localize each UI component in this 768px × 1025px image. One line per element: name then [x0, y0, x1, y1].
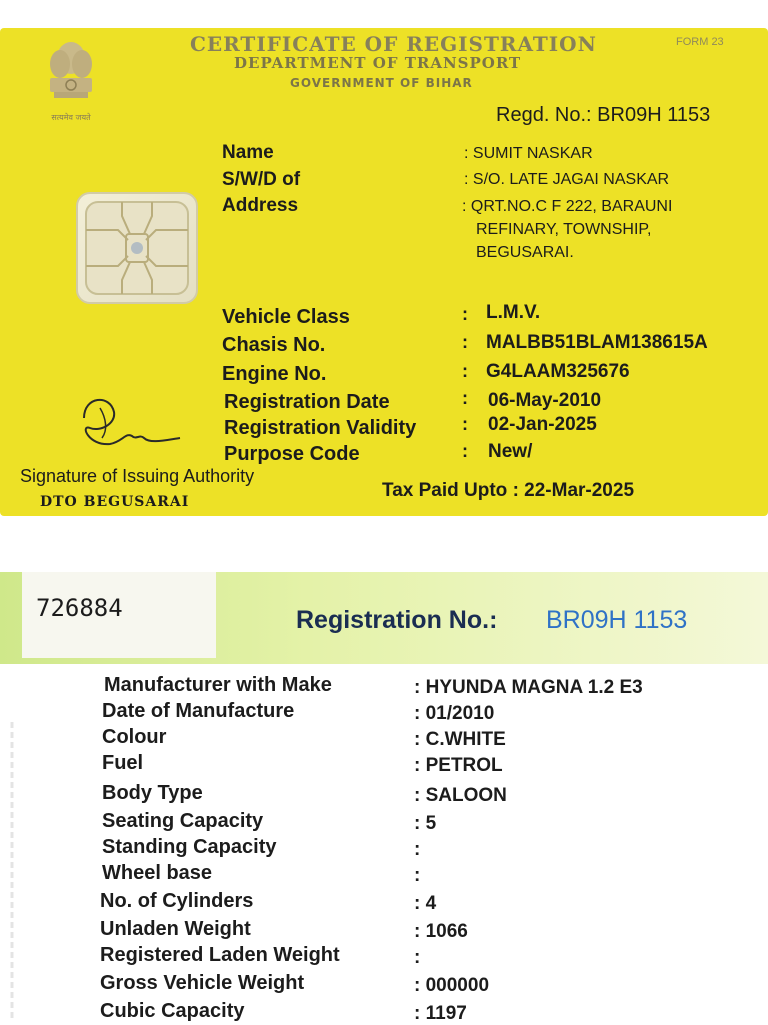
vehicle-detail-label: Unladen Weight — [100, 918, 251, 940]
chasis-value: MALBB51BLAM138615A — [486, 332, 708, 353]
signature-label: Signature of Issuing Authority — [20, 466, 255, 486]
address-value: : QRT.NO.C F 222, BARAUNI — [462, 198, 673, 215]
vehicle-detail-value: : — [414, 865, 421, 886]
colon: : — [462, 332, 468, 352]
name-value: : SUMIT NASKAR — [464, 145, 593, 162]
vehicle-detail-label: Colour — [102, 726, 167, 748]
colon: : — [462, 304, 468, 324]
vehicle-detail-value: : 01/2010 — [414, 703, 495, 724]
government-label: GOVERNMENT OF BIHAR — [290, 76, 473, 90]
registration-date-value: 06-May-2010 — [488, 390, 602, 411]
colon: : — [462, 361, 468, 381]
address-line-3: BEGUSARAI. — [476, 244, 574, 261]
vehicle-detail-value: : SALOON — [414, 785, 507, 806]
issuing-authority: DTO BEGUSARAI — [40, 494, 190, 510]
vehicle-detail-label: Seating Capacity — [102, 810, 264, 832]
regd-number — [496, 104, 710, 127]
registration-validity-label: Registration Validity — [224, 417, 417, 439]
address-line-2: REFINARY, TOWNSHIP, — [476, 221, 652, 238]
vehicle-detail-label: Registered Laden Weight — [100, 944, 340, 966]
form-number: FORM 23 — [676, 36, 724, 48]
vehicle-detail-label: Gross Vehicle Weight — [100, 972, 305, 994]
regd-label: Regd. No.: — [496, 104, 592, 126]
vehicle-detail-label: Date of Manufacture — [102, 700, 295, 722]
vehicle-detail-value: : PETROL — [414, 755, 503, 776]
colon: : — [462, 441, 468, 461]
vehicle-detail-value: : — [414, 947, 421, 968]
relation-label: S/W/D of — [222, 169, 301, 190]
state-emblem-icon — [36, 34, 106, 124]
tax-paid-value: : 22-Mar-2025 — [512, 480, 635, 501]
registration-card-back — [0, 572, 768, 1024]
chasis-label: Chasis No. — [222, 334, 326, 356]
vehicle-class-label: Vehicle Class — [222, 306, 350, 328]
vehicle-detail-value: : 5 — [414, 813, 437, 834]
engine-label: Engine No. — [222, 363, 327, 385]
registration-card-front — [0, 28, 768, 516]
registration-validity-value: 02-Jan-2025 — [488, 414, 597, 435]
vehicle-detail-value: : — [414, 839, 421, 860]
engine-value: G4LAAM325676 — [486, 361, 630, 382]
vehicle-detail-value: : HYUNDA MAGNA 1.2 E3 — [414, 677, 643, 698]
vehicle-class-value: L.M.V. — [486, 302, 541, 323]
card-title: CERTIFICATE OF REGISTRATION — [190, 32, 597, 56]
tax-paid-label: Tax Paid Upto — [382, 480, 508, 501]
vehicle-detail-label: Fuel — [102, 752, 144, 774]
registration-date-label: Registration Date — [224, 391, 390, 413]
colon: : — [462, 414, 468, 434]
serial-number: 726884 — [36, 594, 123, 622]
vehicle-detail-label: Standing Capacity — [102, 836, 277, 858]
vehicle-detail-value: : 000000 — [414, 975, 490, 996]
registration-label: Registration No.: — [296, 606, 498, 634]
vehicle-detail-label: No. of Cylinders — [100, 890, 254, 912]
vehicle-detail-label: Cubic Capacity — [100, 1000, 245, 1022]
vehicle-detail-label: Body Type — [102, 782, 203, 804]
vehicle-detail-label: Manufacturer with Make — [104, 674, 332, 696]
smart-chip-icon — [76, 192, 198, 304]
vehicle-detail-label: Wheel base — [102, 862, 213, 884]
address-label: Address — [222, 195, 299, 216]
signature-image — [70, 388, 190, 458]
vehicle-detail-value: : 1197 — [414, 1003, 467, 1024]
vehicle-detail-value: : C.WHITE — [414, 729, 506, 750]
colon: : — [462, 388, 468, 408]
vehicle-detail-value: : 1066 — [414, 921, 468, 942]
relation-value: : S/O. LATE JAGAI NASKAR — [464, 171, 670, 188]
vertical-watermark — [2, 722, 22, 1022]
name-label: Name — [222, 142, 274, 163]
regd-value: BR09H 1153 — [597, 104, 711, 126]
tax-paid — [382, 480, 634, 502]
registration-value: BR09H 1153 — [546, 606, 688, 634]
emblem-motto: सत्यमेव जयते — [51, 113, 91, 122]
purpose-code-value: New/ — [488, 441, 533, 462]
department-label: DEPARTMENT OF TRANSPORT — [234, 54, 522, 72]
purpose-code-label: Purpose Code — [224, 443, 360, 465]
vehicle-detail-value: : 4 — [414, 893, 437, 914]
